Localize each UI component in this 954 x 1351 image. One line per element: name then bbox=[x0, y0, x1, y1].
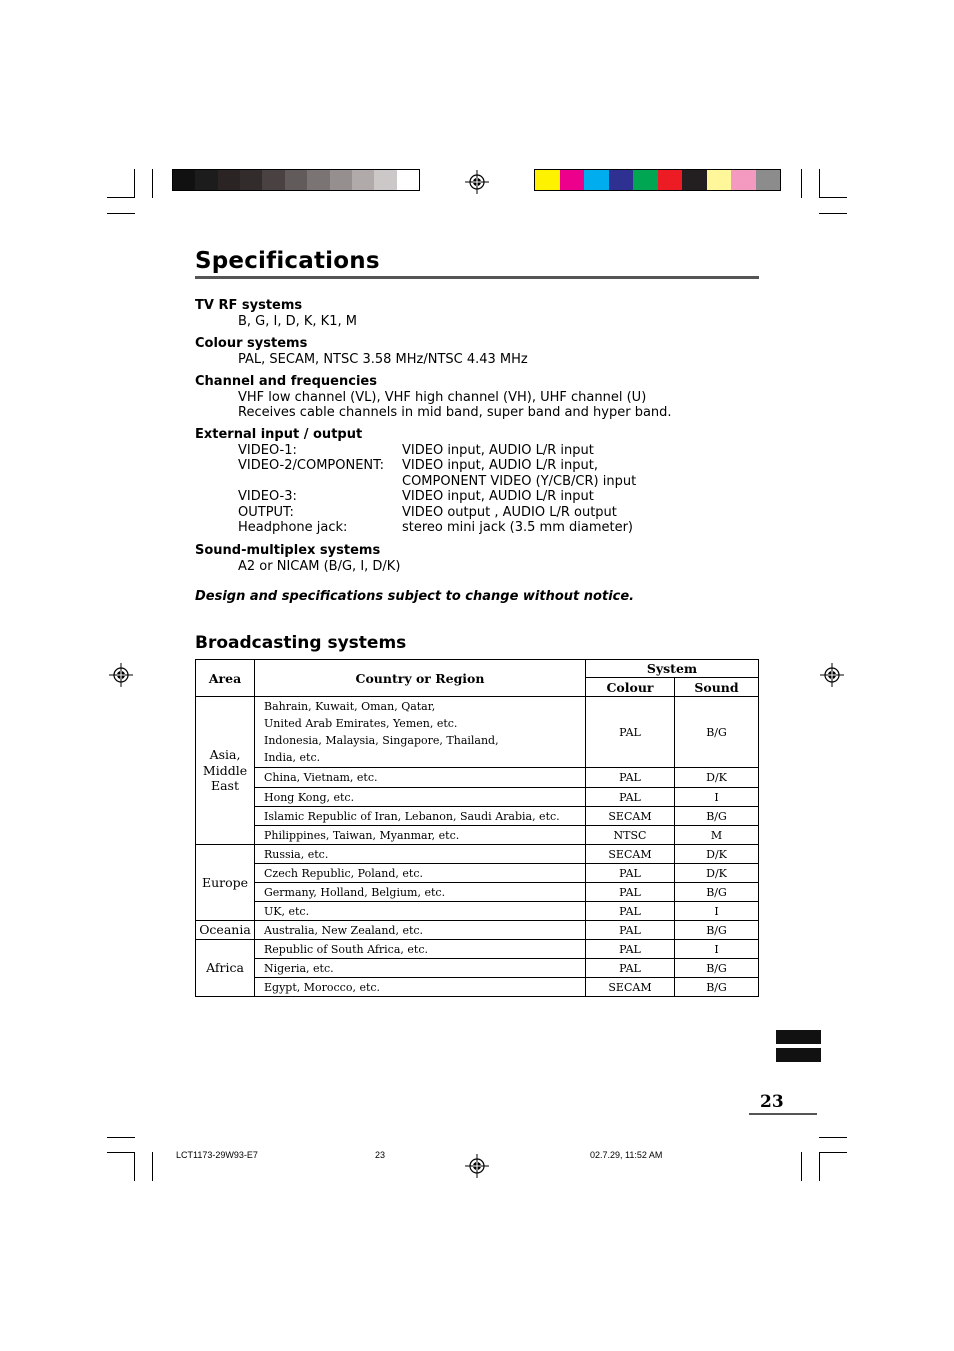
sound-cell: D/K bbox=[675, 864, 759, 883]
registration-mark-icon bbox=[465, 1154, 489, 1178]
io-row bbox=[195, 474, 636, 490]
calibration-swatch bbox=[240, 170, 262, 190]
colour-cell: SECAM bbox=[586, 845, 675, 864]
footer-file-id: LCT1173-29W93-E7 bbox=[176, 1150, 258, 1160]
io-port: VIDEO-3: bbox=[238, 489, 297, 504]
spec-tv-rf bbox=[195, 298, 357, 329]
colour-cell: PAL bbox=[586, 940, 675, 959]
sound-cell: I bbox=[675, 940, 759, 959]
io-description: VIDEO input, AUDIO L/R input bbox=[402, 489, 594, 504]
table-row bbox=[196, 978, 759, 997]
sound-cell: B/G bbox=[675, 978, 759, 997]
spec-value: A2 or NICAM (B/G, I, D/K) bbox=[238, 558, 401, 574]
change-notice: Design and specifications subject to change without notice. bbox=[195, 589, 635, 604]
sound-cell: B/G bbox=[675, 807, 759, 826]
io-row bbox=[195, 505, 636, 521]
crop-mark bbox=[107, 197, 135, 198]
io-description: VIDEO output , AUDIO L/R output bbox=[402, 504, 617, 520]
crop-mark bbox=[134, 169, 135, 198]
header-sound: Sound bbox=[675, 678, 759, 697]
crop-mark bbox=[134, 1152, 135, 1181]
io-port: Headphone jack: bbox=[238, 520, 348, 535]
country-cell: China, Vietnam, etc. bbox=[255, 768, 586, 788]
page-title: Specifications bbox=[195, 248, 380, 274]
colour-cell: PAL bbox=[586, 788, 675, 807]
registration-mark-icon bbox=[109, 663, 133, 687]
section-tab bbox=[776, 1048, 821, 1062]
colour-cell: PAL bbox=[586, 921, 675, 940]
sound-cell: B/G bbox=[675, 921, 759, 940]
table-row bbox=[196, 697, 759, 768]
footer-page: 23 bbox=[375, 1150, 386, 1160]
spec-heading: Channel and frequencies bbox=[195, 374, 377, 389]
spec-heading: TV RF systems bbox=[195, 298, 303, 313]
crop-mark bbox=[819, 1137, 847, 1138]
calibration-swatch bbox=[262, 170, 284, 190]
country-cell: Bahrain, Kuwait, Oman, Qatar, United Arab Emirates, Yemen, etc. Indonesia, Malaysia, Singapore, Thailand, India, etc. bbox=[255, 697, 586, 768]
gray-calibration-bar bbox=[172, 169, 420, 191]
country-cell: Nigeria, etc. bbox=[255, 959, 586, 978]
registration-mark-icon bbox=[820, 663, 844, 687]
table-row bbox=[196, 826, 759, 845]
spec-heading: Colour systems bbox=[195, 336, 308, 351]
crop-mark bbox=[819, 169, 820, 198]
spec-sound bbox=[195, 543, 400, 574]
io-description: stereo mini jack (3.5 mm diameter) bbox=[402, 520, 633, 535]
sound-cell: D/K bbox=[675, 768, 759, 788]
colour-cell: PAL bbox=[586, 883, 675, 902]
calibration-swatch bbox=[218, 170, 240, 190]
spec-colour bbox=[195, 336, 528, 367]
table-row bbox=[196, 845, 759, 864]
country-cell: Philippines, Taiwan, Myanmar, etc. bbox=[255, 826, 586, 845]
spec-value: B, G, I, D, K, K1, M bbox=[238, 313, 357, 329]
spec-value: Receives cable channels in mid band, super band and hyper band. bbox=[238, 405, 672, 420]
country-cell: Hong Kong, etc. bbox=[255, 788, 586, 807]
colour-cell: SECAM bbox=[586, 978, 675, 997]
crop-mark bbox=[819, 1152, 820, 1181]
country-cell: Czech Republic, Poland, etc. bbox=[255, 864, 586, 883]
page-number: 23 bbox=[760, 1092, 784, 1112]
calibration-swatch bbox=[285, 170, 307, 190]
sound-cell: B/G bbox=[675, 883, 759, 902]
io-row bbox=[195, 443, 636, 459]
header-system: System bbox=[586, 660, 759, 678]
spec-heading: Sound-multiplex systems bbox=[195, 543, 381, 558]
calibration-swatch bbox=[330, 170, 352, 190]
crop-mark bbox=[107, 213, 135, 214]
calibration-swatch bbox=[658, 170, 683, 190]
crop-mark bbox=[107, 1137, 135, 1138]
country-cell: Egypt, Morocco, etc. bbox=[255, 978, 586, 997]
table-row bbox=[196, 902, 759, 921]
section-title: Broadcasting systems bbox=[195, 633, 407, 653]
spec-value: VHF low channel (VL), VHF high channel (VH), UHF channel (U) bbox=[238, 389, 647, 405]
sound-cell: M bbox=[675, 826, 759, 845]
country-cell: UK, etc. bbox=[255, 902, 586, 921]
sound-cell: B/G bbox=[675, 959, 759, 978]
calibration-swatch bbox=[307, 170, 329, 190]
page-number-rule bbox=[749, 1113, 817, 1115]
table-row bbox=[196, 768, 759, 788]
registration-mark-icon bbox=[465, 170, 489, 194]
crop-mark bbox=[801, 169, 802, 198]
sound-cell: B/G bbox=[675, 697, 759, 768]
colour-cell: PAL bbox=[586, 864, 675, 883]
calibration-swatch bbox=[633, 170, 658, 190]
spec-external-io bbox=[195, 427, 636, 536]
color-calibration-bar bbox=[534, 169, 781, 191]
country-cell: Russia, etc. bbox=[255, 845, 586, 864]
calibration-swatch bbox=[173, 170, 195, 190]
country-cell: Republic of South Africa, etc. bbox=[255, 940, 586, 959]
calibration-swatch bbox=[374, 170, 396, 190]
calibration-swatch bbox=[584, 170, 609, 190]
crop-mark bbox=[819, 1152, 847, 1153]
calibration-swatch bbox=[707, 170, 732, 190]
io-port bbox=[238, 474, 402, 490]
crop-mark bbox=[819, 197, 847, 198]
crop-mark bbox=[819, 213, 847, 214]
table-row bbox=[196, 807, 759, 826]
spec-channel bbox=[195, 374, 672, 421]
calibration-swatch bbox=[352, 170, 374, 190]
colour-cell: PAL bbox=[586, 697, 675, 768]
table-row bbox=[196, 883, 759, 902]
header-colour: Colour bbox=[586, 678, 675, 697]
table-row bbox=[196, 959, 759, 978]
table-row bbox=[196, 788, 759, 807]
io-port: VIDEO-1: bbox=[238, 442, 297, 458]
country-cell: Islamic Republic of Iran, Lebanon, Saudi Arabia, etc. bbox=[255, 807, 586, 826]
header-country: Country or Region bbox=[255, 660, 586, 697]
calibration-swatch bbox=[609, 170, 634, 190]
country-cell: Australia, New Zealand, etc. bbox=[255, 921, 586, 940]
crop-mark bbox=[152, 169, 153, 198]
broadcasting-table bbox=[195, 659, 759, 997]
spec-value: PAL, SECAM, NTSC 3.58 MHz/NTSC 4.43 MHz bbox=[238, 351, 528, 367]
area-cell: Europe bbox=[196, 845, 255, 921]
spec-heading: External input / output bbox=[195, 427, 363, 442]
area-cell: Oceania bbox=[196, 921, 255, 940]
io-description: COMPONENT VIDEO (Y/CB/CR) input bbox=[402, 473, 637, 489]
table-row bbox=[196, 864, 759, 883]
sound-cell: I bbox=[675, 902, 759, 921]
area-cell: Asia, Middle East bbox=[196, 697, 255, 845]
io-row bbox=[195, 489, 636, 505]
calibration-swatch bbox=[682, 170, 707, 190]
colour-cell: PAL bbox=[586, 959, 675, 978]
table-row bbox=[196, 921, 759, 940]
io-port: OUTPUT: bbox=[238, 504, 294, 520]
title-rule bbox=[195, 276, 759, 279]
io-row bbox=[195, 458, 636, 474]
sound-cell: I bbox=[675, 788, 759, 807]
io-description: VIDEO input, AUDIO L/R input, bbox=[402, 458, 598, 473]
section-tab bbox=[776, 1030, 821, 1044]
table-row bbox=[196, 940, 759, 959]
calibration-swatch bbox=[195, 170, 217, 190]
footer-timestamp: 02.7.29, 11:52 AM bbox=[590, 1150, 663, 1160]
country-cell: Germany, Holland, Belgium, etc. bbox=[255, 883, 586, 902]
header-area: Area bbox=[196, 660, 255, 697]
crop-mark bbox=[152, 1152, 153, 1181]
colour-cell: PAL bbox=[586, 902, 675, 921]
colour-cell: SECAM bbox=[586, 807, 675, 826]
area-cell: Africa bbox=[196, 940, 255, 997]
calibration-swatch bbox=[397, 170, 419, 190]
sound-cell: D/K bbox=[675, 845, 759, 864]
calibration-swatch bbox=[756, 170, 781, 190]
calibration-swatch bbox=[535, 170, 560, 190]
io-row bbox=[195, 520, 636, 536]
calibration-swatch bbox=[560, 170, 585, 190]
crop-mark bbox=[107, 1152, 135, 1153]
calibration-swatch bbox=[731, 170, 756, 190]
io-port: VIDEO-2/COMPONENT: bbox=[238, 458, 385, 473]
colour-cell: PAL bbox=[586, 768, 675, 788]
colour-cell: NTSC bbox=[586, 826, 675, 845]
crop-mark bbox=[801, 1152, 802, 1181]
io-description: VIDEO input, AUDIO L/R input bbox=[402, 442, 594, 458]
